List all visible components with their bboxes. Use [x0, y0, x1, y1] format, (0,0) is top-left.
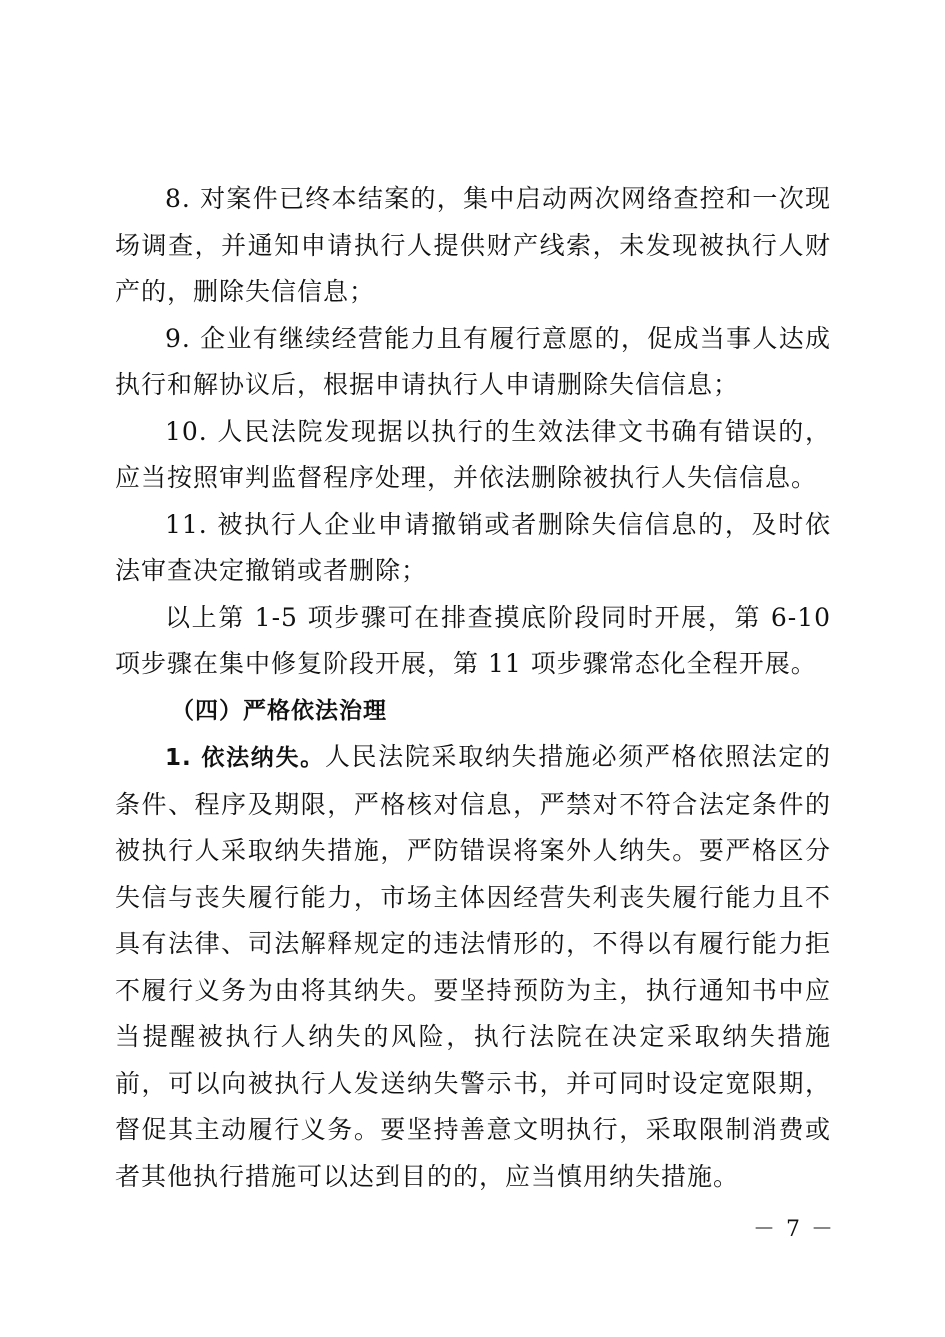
- paragraph-item-11: 11. 被执行人企业申请撤销或者删除失信信息的，及时依法审查决定撤销或者删除；: [115, 509, 831, 585]
- paragraph-lead: 1. 依法纳失。: [165, 745, 325, 771]
- paragraph-summary: 以上第 1-5 项步骤可在排查摸底阶段同时开展，第 6-10 项步骤在集中修复阶段开展，第 11 项步骤常态化全程开展。: [115, 602, 831, 678]
- section-heading: （四）严格依法治理: [171, 697, 387, 724]
- page-number: － 7 －: [753, 1217, 835, 1242]
- paragraph-lawful-listing-text: 人民法院采取纳失措施必须严格依照法定的条件、程序及期限，严格核对信息，严禁对不符合法定条件的被执行人采取纳失措施，严防错误将案外人纳失。要严格区分失信与丧失履行能力，市场主体因经营失利丧失履行能力且不具有法律、司法解释规定的违法情形的，不得以有履行能力拒不履行义务为由将其纳失。要坚持预防为主，执行通知书中应当提醒被执行人纳失的风险，执行法院在决定采取纳失措施前，可以向被执行人发送纳失警示书，并可同时设定宽限期，督促其主动履行义务。要坚持善意文明执行，采取限制消费或者其他执行措施可以达到目的的，应当慎用纳失措施。: [115, 742, 831, 1191]
- paragraph-item-8: 8. 对案件已终本结案的，集中启动两次网络查控和一次现场调查，并通知申请执行人提供财产线索，未发现被执行人财产的，删除失信信息；: [115, 184, 831, 306]
- paragraph-item-9: 9. 企业有继续经营能力且有履行意愿的，促成当事人达成执行和解协议后，根据申请执行人申请删除失信信息；: [115, 323, 831, 399]
- paragraph-item-10: 10. 人民法院发现据以执行的生效法律文书确有错误的，应当按照审判监督程序处理，并依法删除被执行人失信信息。: [115, 416, 831, 492]
- paragraph-lawful-listing: [115, 734, 831, 1200]
- document-body: [115, 176, 831, 1200]
